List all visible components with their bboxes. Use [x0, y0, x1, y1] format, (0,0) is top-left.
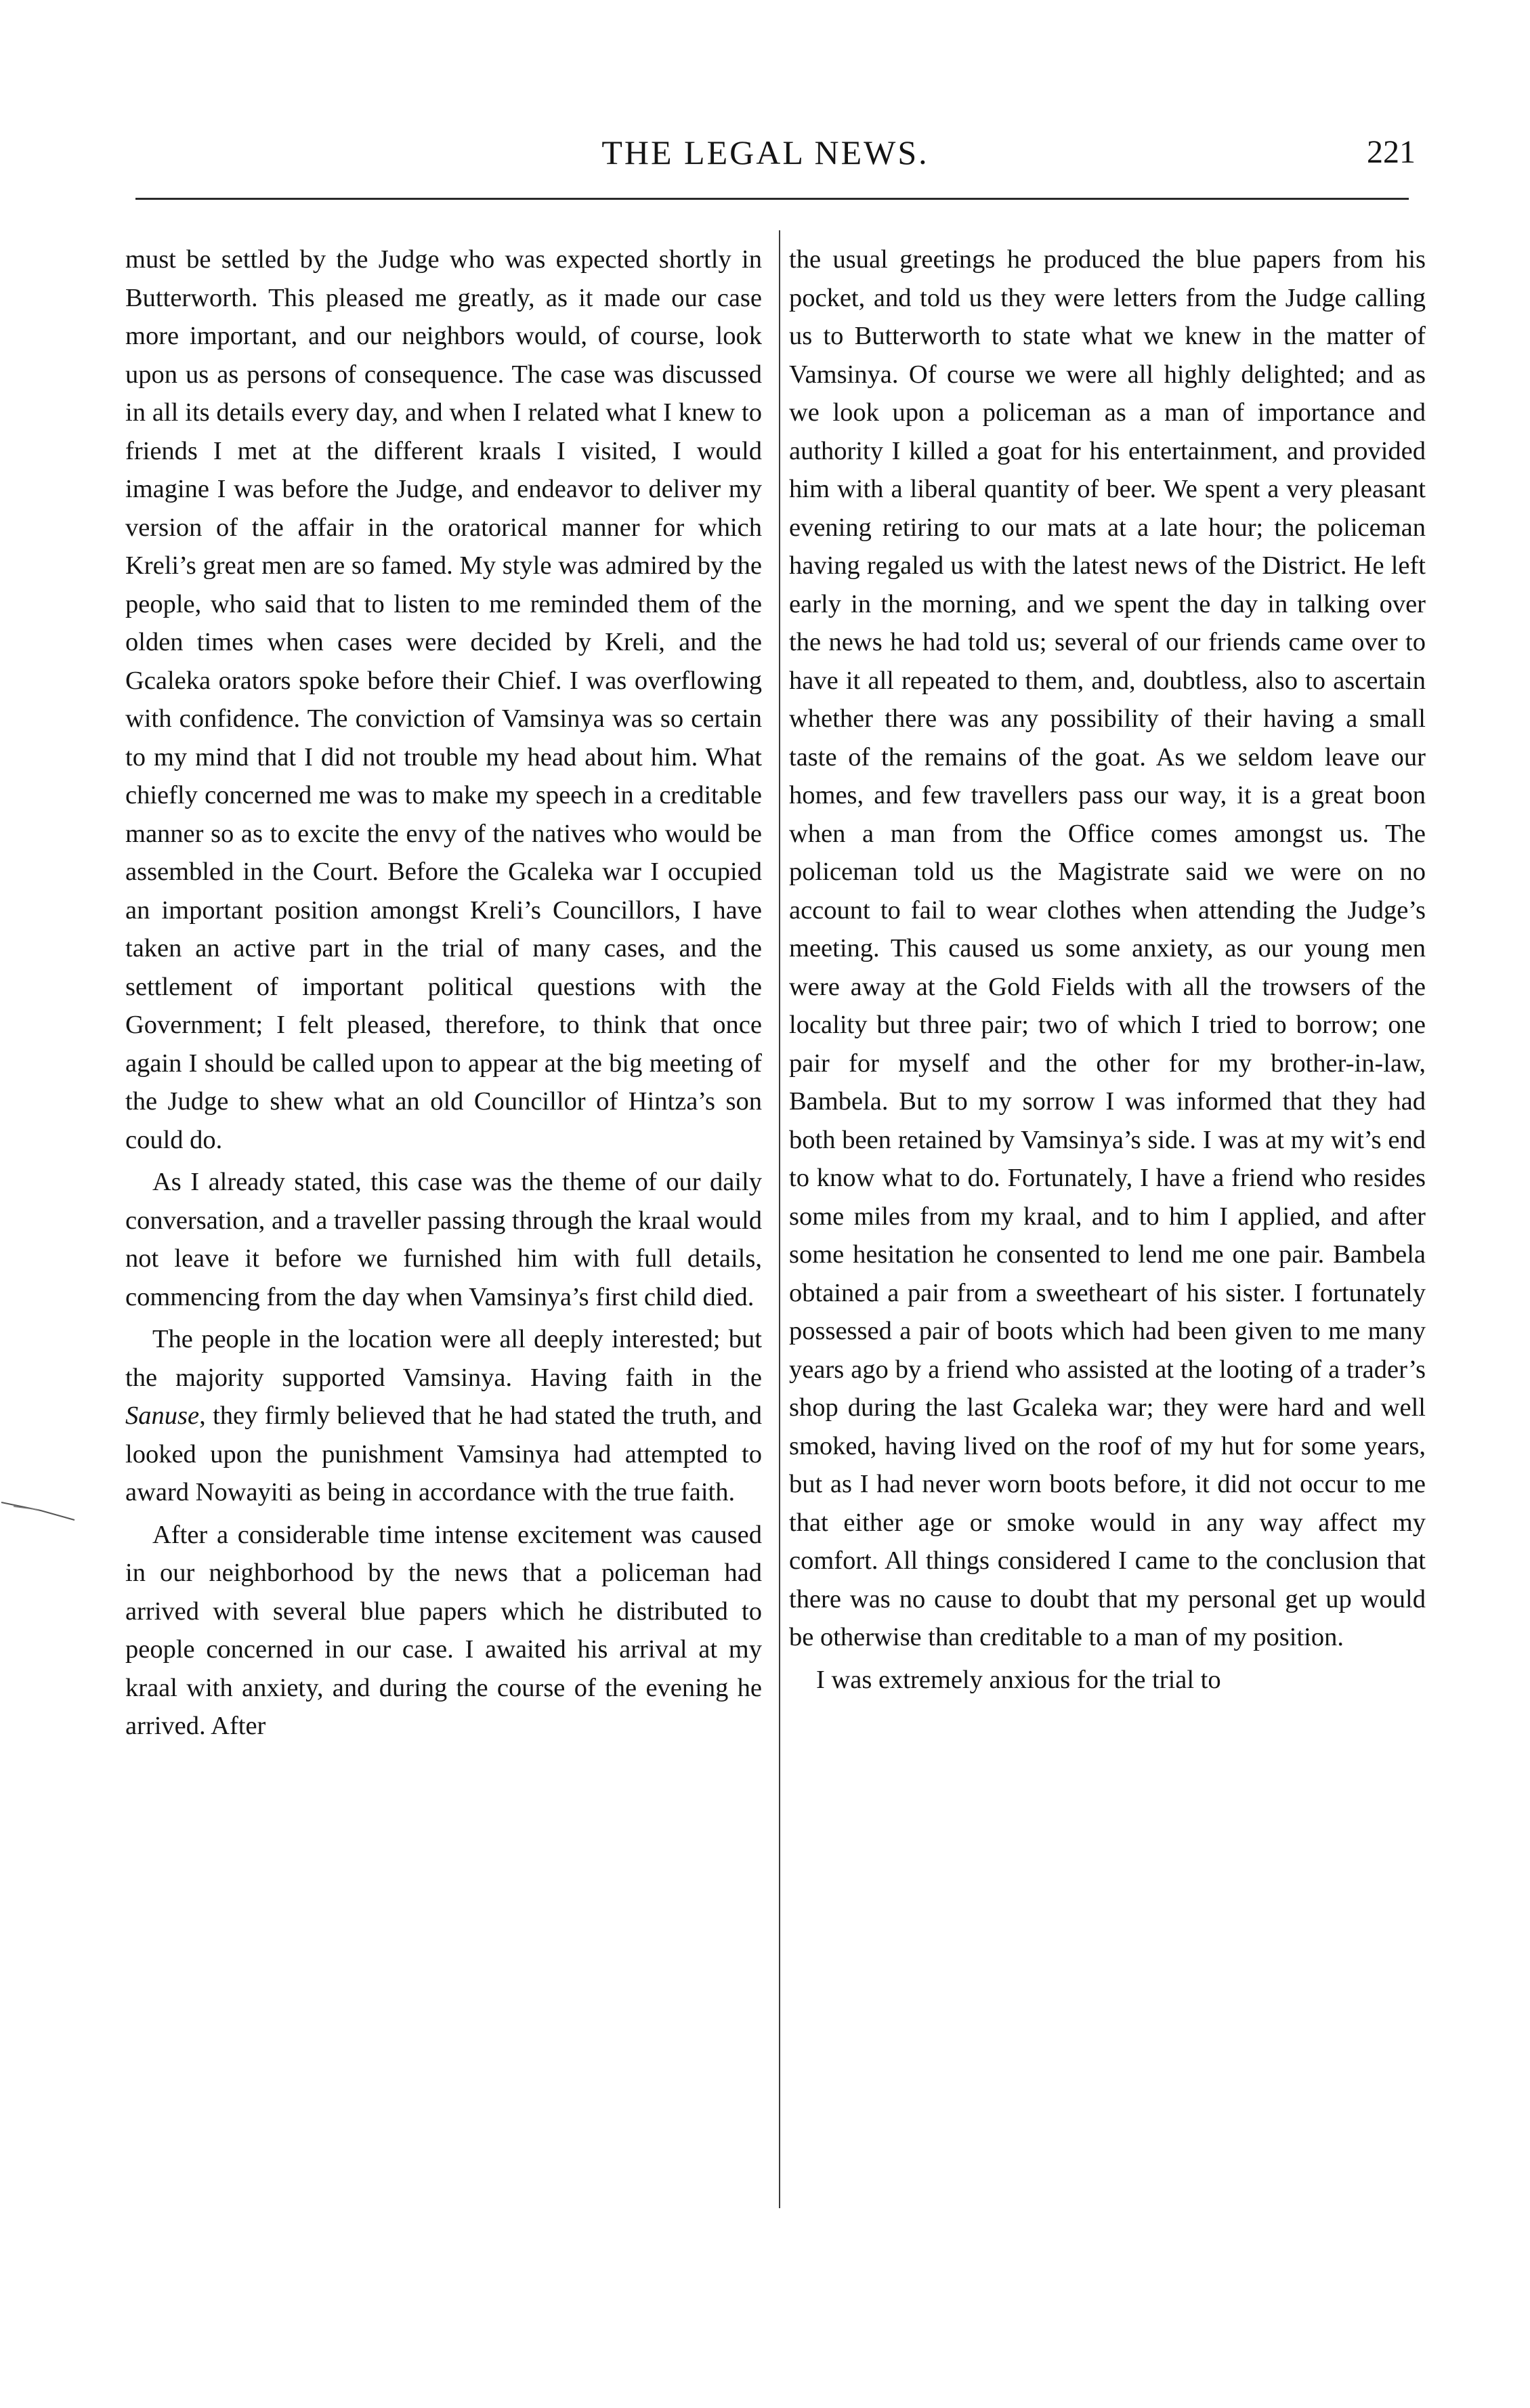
right-paragraph-1: the usual greetings he produced the blue papers from his pocket, and told us they were letters from the Judge calling us to Butterworth to state what we knew in the matter of Vamsinya. Of course we were all highly delighted; and as we look upon a policeman as a man of importance and authority I killed a goat for his entertainment, and provided him with a liberal quantity of beer. We spent a very pleasant evening retiring to our mats at a late hour; the policeman having regaled us with the latest news of the District. He left early in the morning, and we spent the day in talking over the news he had told us; several of our friends came over to have it all repeated to them, and, doubtless, also to ascertain whether there was any possibility of their having a small taste of the remains of the goat. As we seldom leave our homes, and few travellers pass our way, it is a great boon when a man from the Office comes amongst us. The policeman told us the Magistrate said we were on no account to fail to wear clothes when attending the Judge’s meeting. This caused us some anxiety, as our young men were away at the Gold Fields with all the trowsers of the locality but three pair; two of which I tried to borrow; one pair for myself and the other for my brother-in-law, Bambela. But to my sorrow I was informed that they had both been retained by Vamsinya’s side. I was at my wit’s end to know what to do. Fortunately, I have a friend who resides some miles from my kraal, and to him I applied, and after some hesitation he consented to lend me one pair. Bambela obtained a pair from a sweetheart of his sister. I fortunately possessed a pair of boots which had been given to me many years ago by a friend who assisted at the looting of a trader’s shop during the last Gcaleka war; they were hard and well smoked, having lived on the roof of my hut for some years, but as I had never worn boots before, it did not occur to me that either age or smoke would in any way affect my comfort. All things considered I came to the conclusion that there was no cause to doubt that my personal get up would be otherwise than creditable to a man of my position.: [789, 245, 1426, 1651]
left-paragraph-3: [125, 1320, 762, 1512]
left-column: [125, 240, 762, 1746]
margin-pen-mark: [0, 1497, 81, 1524]
right-column: [789, 240, 1426, 1699]
sanuse-term: Sanuse: [125, 1401, 200, 1430]
left-paragraph-1: must be settled by the Judge who was expected shortly in Butterworth. This pleased me greatly, as it made our case more important, and our neighbors would, of course, look upon us as persons of consequence. The case was discussed in all its details every day, and when I related what I knew to friends I met at the different kraals I visited, I would imagine I was before the Judge, and endeavor to deliver my version of the affair in the oratorical manner for which Kreli’s great men are so famed. My style was admired by the people, who said that to listen to me reminded them of the olden times when cases were decided by Kreli, and the Gcaleka orators spoke before their Chief. I was overflowing with confidence. The conviction of Vamsinya was so certain to my mind that I did not trouble my head about him. What chiefly concerned me was to make my speech in a creditable manner so as to excite the envy of the natives who would be assembled in the Court. Before the Gcaleka war I occupied an important position amongst Kreli’s Councillors, I have taken an active part in the trial of many cases, and the settlement of important political questions with the Government; I felt pleased, therefore, to think that once again I should be called upon to appear at the big meeting of the Judge to shew what an old Councillor of Hintza’s son could do.: [125, 245, 762, 1154]
left-paragraph-2: As I already stated, this case was the theme of our daily conversation, and a traveller passing through the kraal would not leave it before we furnished him with full details, commencing from the day when Vamsinya’s first child died.: [125, 1168, 762, 1311]
running-header: [115, 132, 1416, 186]
page-number: 221: [1367, 134, 1416, 170]
journal-title: THE LEGAL NEWS.: [601, 133, 929, 171]
left-paragraph-3-end: , they firmly believed that he had stated the truth, and looked upon the punishment Vamsinya had attempted to award Nowayiti as being in accordance with the true faith.: [125, 1401, 762, 1506]
right-paragraph-2: I was extremely anxious for the trial to: [816, 1665, 1221, 1694]
left-paragraph-4: After a considerable time intense excitement was caused in our neighborhood by the news that a policeman had arrived with several blue papers which he distributed to people concerned in our case. I awaited his arrival at my kraal with anxiety, and during the course of the evening he arrived. After: [125, 1520, 762, 1740]
left-paragraph-3-start: The people in the location were all deeply interested; but the majority supported Vamsinya. Having faith in the: [125, 1325, 762, 1392]
header-rule: [135, 198, 1409, 200]
column-divider: [779, 230, 780, 2208]
